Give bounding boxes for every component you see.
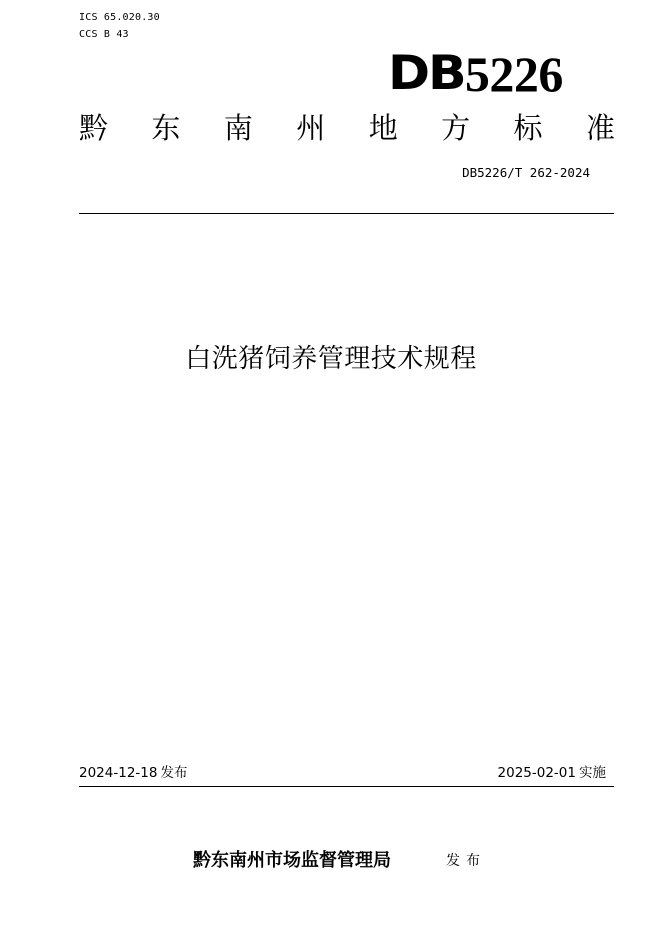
publish-date: 2024-12-18 — [79, 765, 158, 781]
ics-code: ICS 65.020.30 — [79, 12, 160, 23]
publish-date-line — [79, 764, 187, 782]
ccs-code: CCS B 43 — [79, 29, 129, 40]
authority-char: 准 — [585, 111, 615, 145]
authority-char: 黔 — [79, 111, 109, 145]
authority-char: 州 — [296, 111, 326, 145]
standard-logo — [388, 48, 563, 100]
effective-label: 实施 — [579, 765, 606, 781]
authority-char: 南 — [223, 111, 253, 145]
bottom-divider — [79, 786, 614, 787]
publish-label: 发布 — [160, 765, 188, 781]
effective-date: 2025-02-01 — [497, 765, 576, 781]
top-divider — [79, 213, 614, 214]
logo-number: 5226 — [464, 46, 563, 102]
authority-char: 东 — [151, 111, 181, 145]
authority-char: 方 — [441, 111, 471, 145]
issuing-authority: 黔东南州市场监督管理局 — [193, 850, 391, 871]
logo-prefix: DB — [388, 46, 465, 101]
effective-date-line — [498, 764, 606, 782]
standard-number: DB5226/T 262-2024 — [462, 165, 590, 180]
issue-label: 发布 — [446, 853, 486, 869]
document-title: 白洗猪饲养管理技术规程 — [185, 344, 477, 374]
authority-char: 标 — [513, 111, 543, 145]
authority-title — [79, 108, 615, 148]
authority-char: 地 — [368, 111, 398, 145]
